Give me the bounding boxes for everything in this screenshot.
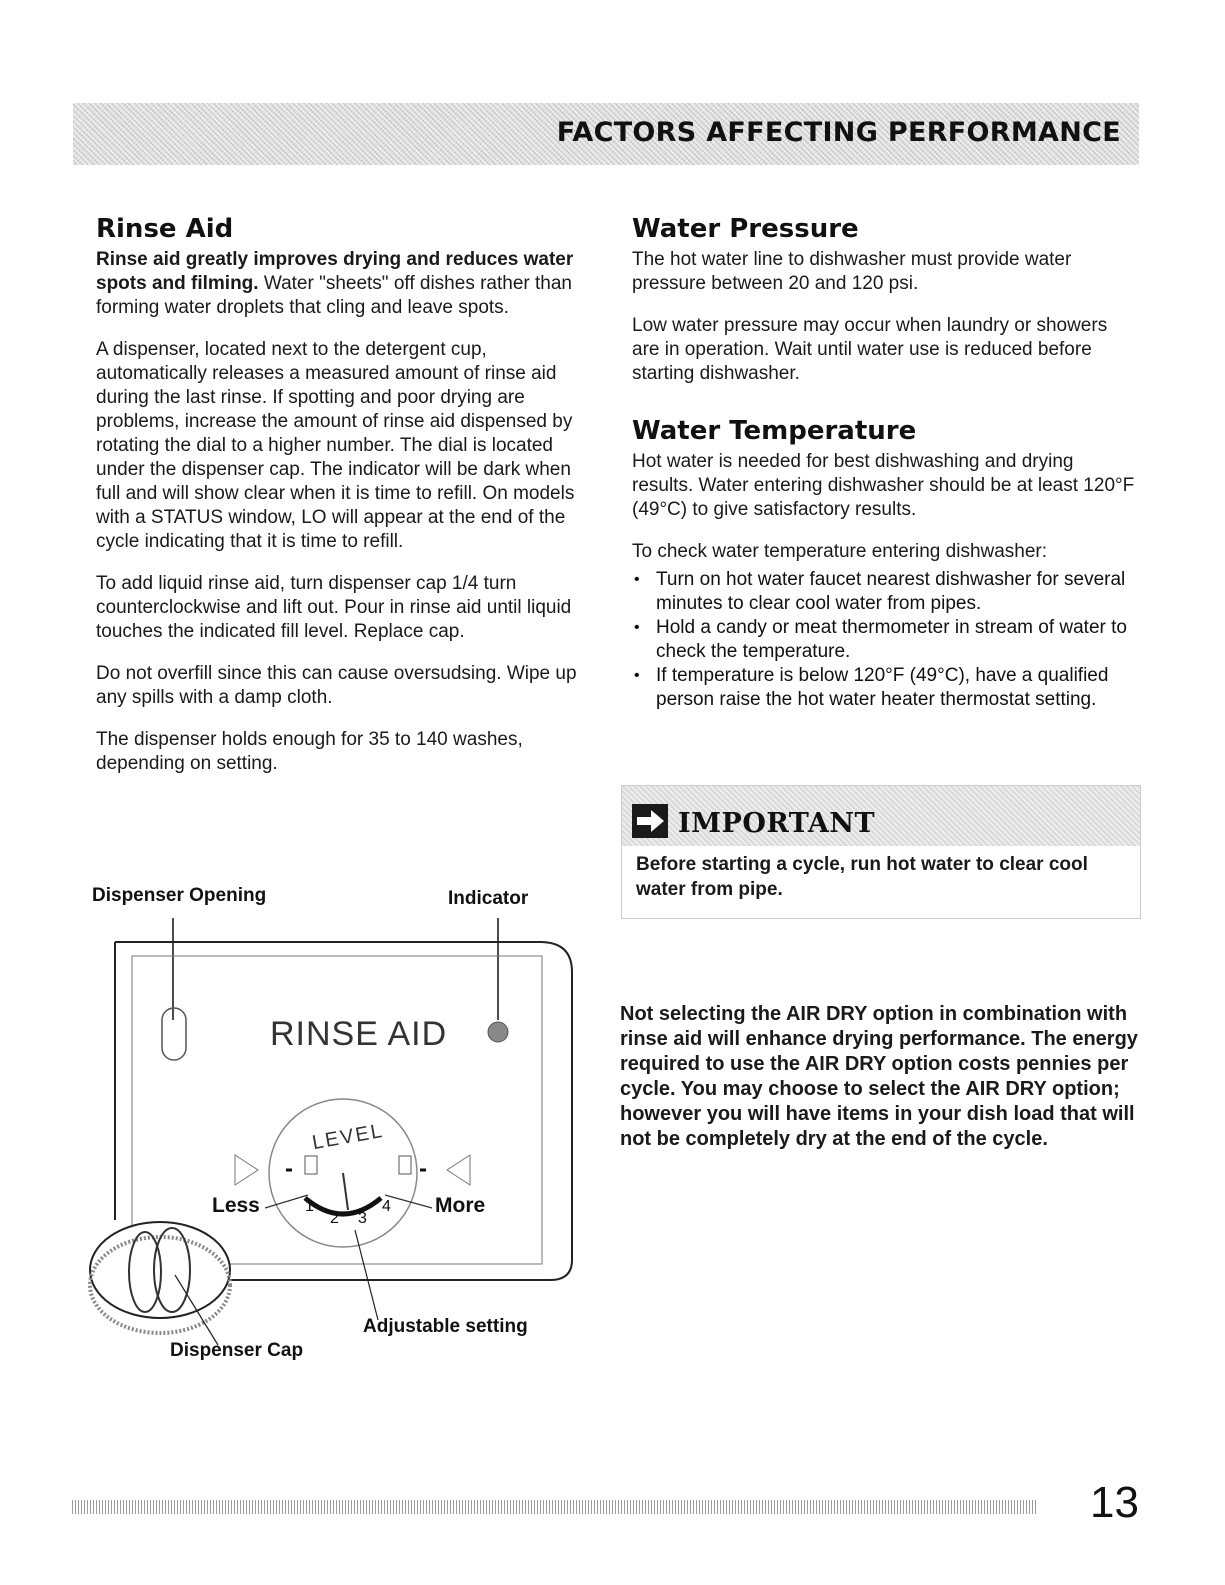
dial-number: 4	[382, 1198, 391, 1215]
rinse-aid-paragraph: The dispenser holds enough for 35 to 140 washes, depending on setting.	[96, 729, 523, 774]
dial-level-text: LEVEL	[310, 1119, 386, 1155]
label-less: Less	[212, 1194, 260, 1217]
list-item: • If temperature is below 120°F (49°C), have a qualified person raise the hot water heater thermostat setting.	[656, 664, 1137, 712]
water-temperature-heading: Water Temperature	[632, 416, 917, 446]
rinse-aid-heading: Rinse Aid	[96, 214, 234, 244]
important-title: IMPORTANT	[678, 808, 876, 839]
list-item: • Turn on hot water faucet nearest dishwasher for several minutes to clear cool water from pipes.	[656, 568, 1137, 616]
dial-number: 3	[358, 1210, 367, 1227]
panel-text: RINSE AID	[270, 1015, 448, 1053]
page-title: FACTORS AFFECTING PERFORMANCE	[556, 117, 1121, 148]
important-body: Before starting a cycle, run hot water to clear cool water from pipe.	[636, 854, 1088, 900]
rinse-aid-intro-bold: Rinse aid greatly improves drying and reduces water spots and filming.	[96, 249, 574, 294]
water-temperature-paragraph: Hot water is needed for best dishwashing and drying results. Water entering dishwasher should be at least 120°F (49°C) to give satisfactory results.	[632, 451, 1135, 520]
water-temperature-paragraph: To check water temperature entering dishwasher:	[632, 541, 1048, 562]
list-item: • Hold a candy or meat thermometer in stream of water to check the temperature.	[656, 616, 1137, 664]
label-dispenser-opening: Dispenser Opening	[92, 885, 267, 906]
footer-bar	[72, 1500, 1037, 1514]
section-banner	[73, 103, 1139, 165]
arrow-right-icon	[632, 804, 668, 838]
rinse-aid-intro	[96, 248, 596, 320]
rinse-aid-paragraph: Do not overfill since this can cause oversudsing. Wipe up any spills with a damp cloth.	[96, 663, 577, 708]
air-dry-note: Not selecting the AIR DRY option in combination with rinse aid will enhance drying performance. The energy required to use the AIR DRY option costs pennies per cycle. You may choose to select the AIR DRY option; however you will have items in your dish load that will not be completely dry at the end of the cycle.	[620, 1003, 1138, 1150]
rinse-aid-paragraph: A dispenser, located next to the detergent cup, automatically releases a measured amount of rinse aid during the last rinse. If spotting and poor drying are problems, increase the amount of rinse aid dispensed by rotating the dial to a higher number. The dial is located under the dispenser cap. The indicator will be dark when full and will show clear when it is time to refill. On models with a STATUS window, LO will appear at the end of the cycle indicating that it is time to refill.	[96, 339, 575, 552]
page-number: 13	[1090, 1478, 1139, 1527]
dial-number: 1	[305, 1198, 314, 1215]
water-pressure-heading: Water Pressure	[632, 214, 859, 244]
dial-number: 2	[330, 1210, 339, 1227]
label-dispenser-cap: Dispenser Cap	[170, 1340, 304, 1361]
label-more: More	[435, 1194, 486, 1217]
label-adjustable-setting: Adjustable setting	[363, 1316, 528, 1337]
rinse-aid-intro-rest: Water "sheets" off dishes rather than forming water droplets that cling and leave spots.	[96, 273, 572, 318]
rinse-aid-paragraph: To add liquid rinse aid, turn dispenser cap 1/4 turn counterclockwise and lift out. Pour in rinse aid until liquid touches the indicated fill level. Replace cap.	[96, 573, 572, 642]
important-header	[622, 786, 1140, 846]
water-section	[632, 214, 1137, 712]
rinse-aid-diagram	[80, 880, 600, 1380]
water-pressure-paragraph: Low water pressure may occur when laundry or showers are in operation. Wait until water use is reduced before starting dishwasher.	[632, 315, 1108, 384]
rinse-aid-section	[96, 214, 596, 776]
label-indicator: Indicator	[448, 888, 529, 909]
important-callout	[621, 785, 1141, 919]
temperature-check-list	[632, 568, 1137, 712]
water-pressure-paragraph: The hot water line to dishwasher must provide water pressure between 20 and 120 psi.	[632, 249, 1072, 294]
